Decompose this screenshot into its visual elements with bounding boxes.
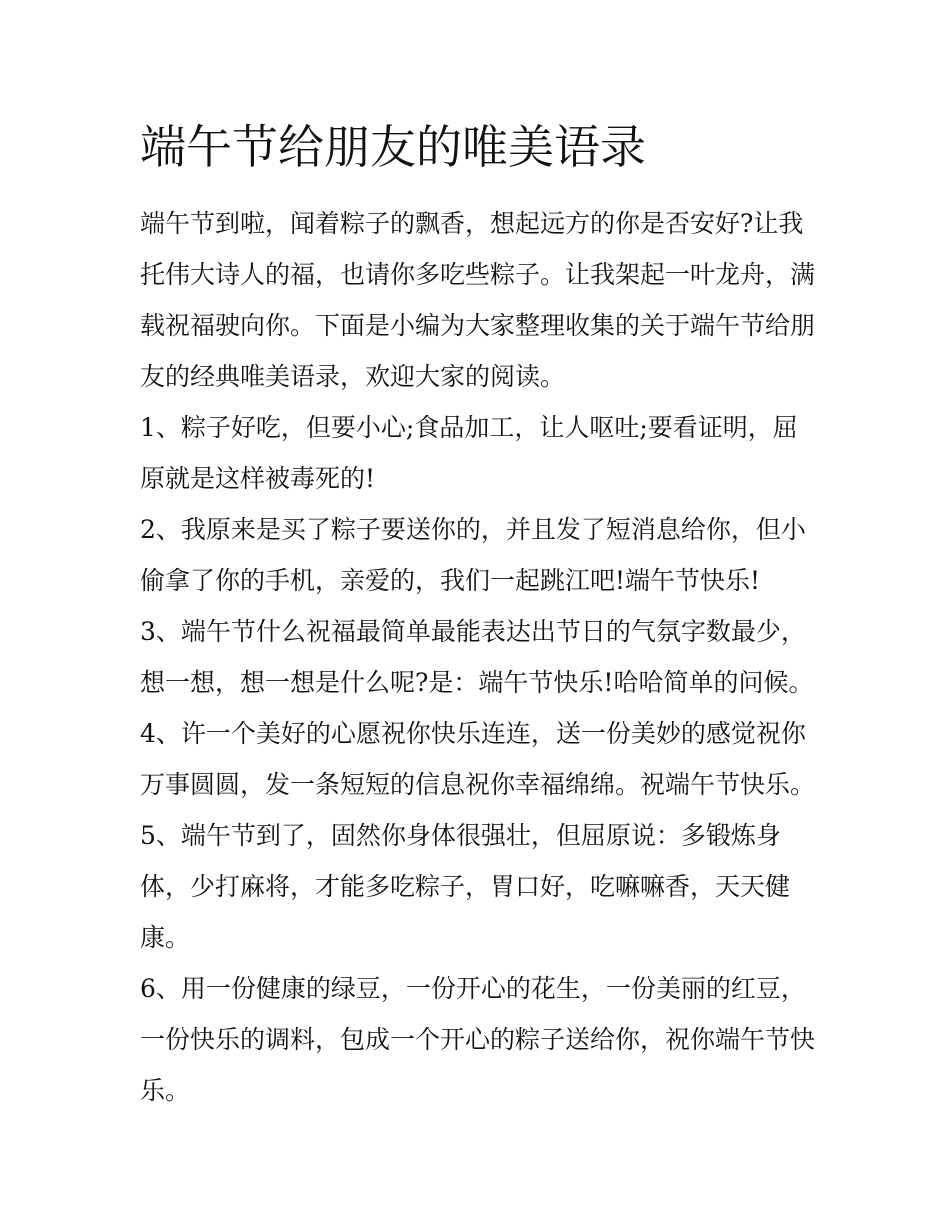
intro-paragraph: 端午节到啦，闻着粽子的飘香，想起远方的你是否安好?让我托伟大诗人的福，也请你多吃些粽子。让我架起一叶龙舟，满载祝福驶向你。下面是小编为大家整理收集的关于端午节给朋友的经典唯美语录，欢迎大家的阅读。 <box>140 209 816 391</box>
list-item-3: 3、端午节什么祝福最简单最能表达出节日的气氛字数最少，想一想，想一想是什么呢?是：端午节快乐!哈哈简单的问候。 <box>140 617 814 697</box>
list-item-1: 1、粽子好吃，但要小心;食品加工，让人呕吐;要看证明，屈原就是这样被毒死的! <box>140 413 798 493</box>
list-item-6: 6、用一份健康的绿豆，一份开心的花生，一份美丽的红豆，一份快乐的调料，包成一个开心的粽子送给你，祝你端午节快乐。 <box>140 974 816 1105</box>
page-title: 端午节给朋友的唯美语录 <box>140 120 646 174</box>
list-item-5: 5、端午节到了，固然你身体很强壮，但屈原说：多锻炼身体，少打麻将，才能多吃粽子，胃口好，吃嘛嘛香，天天健康。 <box>140 821 791 952</box>
list-item-2: 2、我原来是买了粽子要送你的，并且发了短消息给你，但小偷拿了你的手机，亲爱的，我们一起跳江吧!端午节快乐! <box>140 515 806 595</box>
document-body <box>140 112 820 1116</box>
list-item-4: 4、许一个美好的心愿祝你快乐连连，送一份美妙的感觉祝你万事圆圆，发一条短短的信息祝你幸福绵绵。祝端午节快乐。 <box>140 719 816 799</box>
